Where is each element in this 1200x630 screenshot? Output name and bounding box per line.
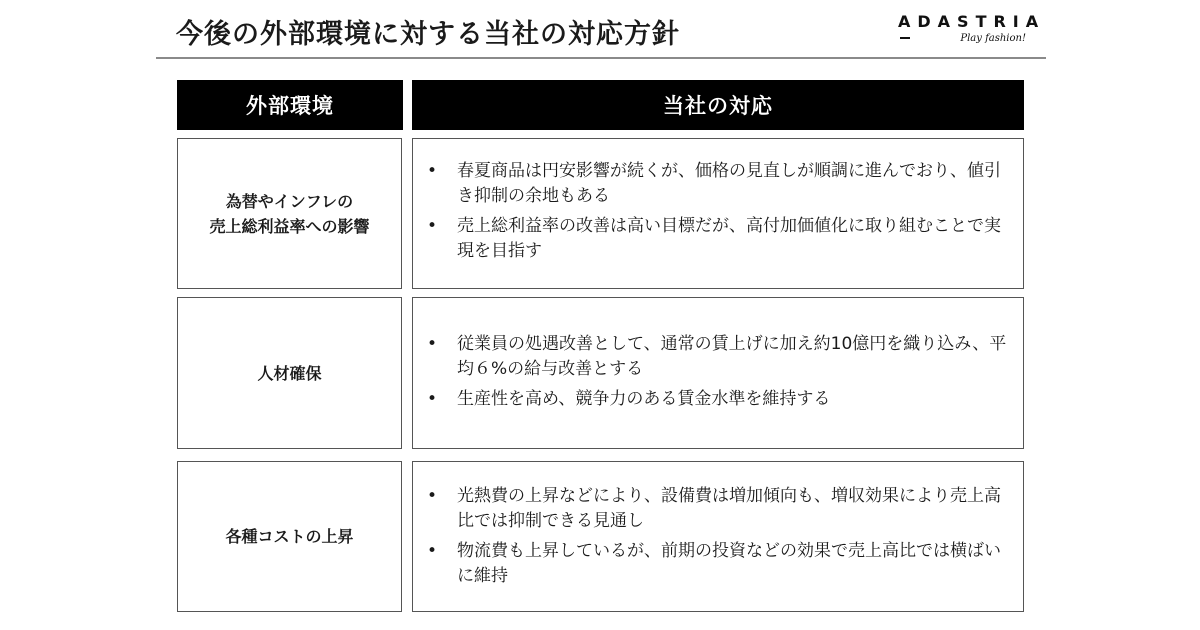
response-text: 物流費も上昇しているが、前期の投資などの効果で売上高比では横ばいに維持 [457,541,1001,586]
factor-cell-costs [177,461,402,612]
response-text: 生産性を高め、競争力のある賃金水準を維持する [457,389,831,409]
factor-cell-exchange-inflation [177,138,402,289]
response-item [423,539,1015,589]
response-item [423,484,1015,534]
bullet-icon: • [427,161,438,181]
response-text: 光熱費の上昇などにより、設備費は増加傾向も、増収効果により売上高比では抑制できる見通し [457,486,1001,531]
response-cell-costs [412,461,1024,612]
column-header-response: 当社の対応 [412,80,1024,130]
response-text: 売上総利益率の改善は高い目標だが、高付加価値化に取り組むことで実現を目指す [457,216,1001,261]
factor-label-line1: 為替やインフレの [225,191,354,211]
bullet-icon: • [427,334,438,354]
response-cell-exchange-inflation [412,138,1024,289]
column-header-environment: 外部環境 [177,80,403,130]
response-text: 春夏商品は円安影響が続くが、価格の見直しが順調に進んでおり、値引き抑制の余地もある [457,161,1001,206]
bullet-icon: • [427,541,438,561]
logo-tagline: Play fashion! [960,33,1026,44]
response-item [423,387,1015,412]
logo-wordmark: ADASTRIA [898,12,1046,31]
response-item [423,159,1015,209]
factor-label-line1: 人材確保 [257,363,322,383]
factor-cell-talent [177,297,402,449]
response-list [423,332,1015,417]
bullet-icon: • [427,389,438,409]
response-text: 従業員の処遇改善として、通常の賃上げに加え約10億円を織り込み、平均６%の給与改善とする [457,334,1007,379]
response-item [423,332,1015,382]
response-item [423,214,1015,264]
response-cell-talent [412,297,1024,449]
bullet-icon: • [427,486,438,506]
page-title: 今後の外部環境に対する当社の対応方針 [176,19,680,50]
title-divider [156,57,1046,59]
bullet-icon: • [427,216,438,236]
logo-bar [900,37,910,39]
response-list [423,159,1015,269]
company-logo [898,12,1046,52]
factor-label-line2: 売上総利益率への影響 [209,216,370,236]
response-list [423,484,1015,594]
factor-label-line1: 各種コストの上昇 [225,527,354,546]
